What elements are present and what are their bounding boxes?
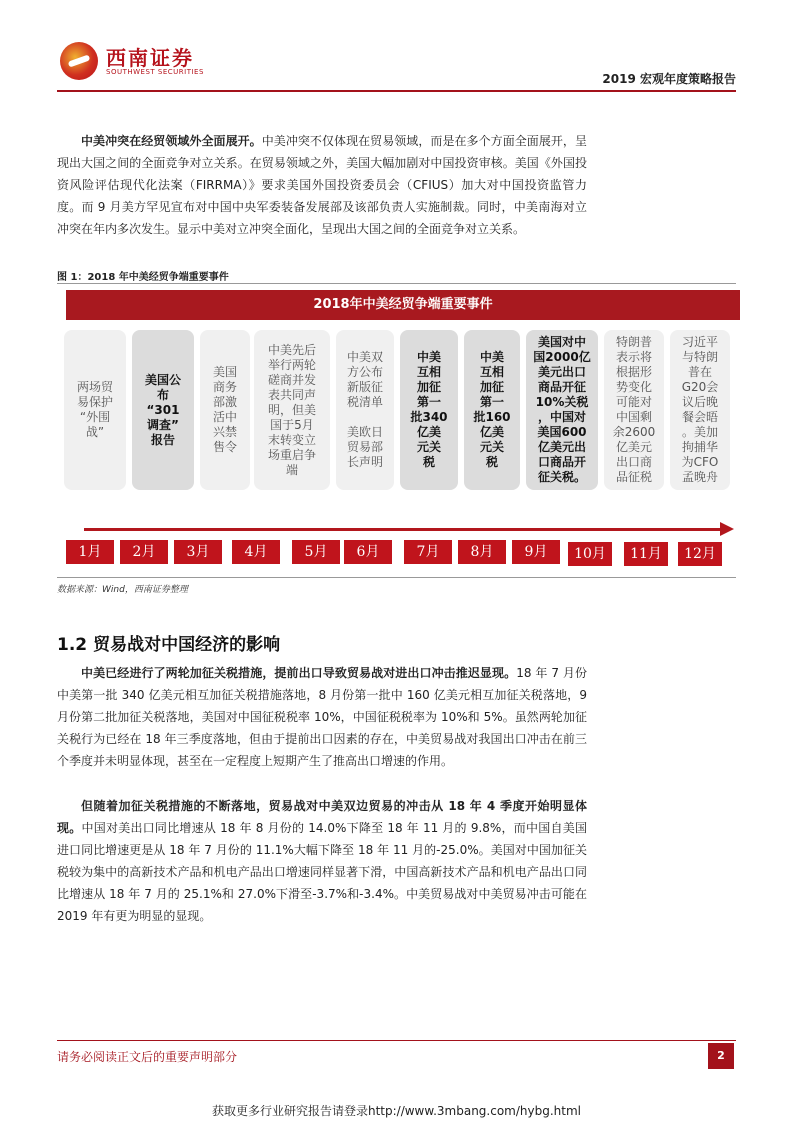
- month-label: 9月: [512, 540, 560, 564]
- event-card-line: 加征: [416, 380, 441, 394]
- month-label: 8月: [458, 540, 506, 564]
- month-label: 2月: [120, 540, 168, 564]
- paragraph-tariffs: [57, 662, 587, 772]
- event-card-line: 习近平: [681, 335, 718, 349]
- figure-source: 数据来源：Wind，西南证券整理: [57, 585, 188, 595]
- month-label: 11月: [624, 542, 668, 566]
- event-card-line: 国于5月: [270, 417, 314, 432]
- arrow-right-icon: [720, 522, 734, 536]
- paragraph-conflict: [57, 130, 587, 240]
- event-card-line: 餐会晤: [681, 410, 718, 424]
- timeline-banner: 2018年中美经贸争端重要事件: [66, 290, 740, 320]
- event-card-line: 可能对: [615, 395, 652, 409]
- event-card-line: 新版征: [346, 380, 383, 394]
- event-card-line: 孟晚舟: [681, 470, 718, 484]
- event-card-line: 根据形: [615, 365, 652, 379]
- timeline-axis: [84, 528, 724, 531]
- section-title: 贸易战对中国经济的影响: [93, 635, 281, 655]
- event-card-line: 出口商: [615, 455, 652, 469]
- header-divider: [57, 90, 736, 92]
- event-card-line: 中国剩: [615, 410, 652, 424]
- event-card-line: 中美: [416, 350, 441, 364]
- paragraph-lead: 中美冲突在经贸领域外全面展开。: [81, 134, 262, 148]
- event-card-line: 美国对中: [537, 335, 586, 349]
- event-card-line: 税: [485, 455, 498, 469]
- event-card-line: 品征税: [615, 470, 652, 484]
- company-logo: [60, 40, 260, 86]
- event-card-line: 批160: [473, 410, 511, 424]
- event-card-line: 活中: [212, 410, 237, 424]
- event-card-line: 普在: [687, 365, 712, 379]
- event-card-line: 亿美元出: [537, 440, 586, 454]
- report-title: 2019 宏观年度策略报告: [602, 72, 736, 86]
- event-card-line: G20会: [681, 380, 719, 394]
- event-card-line: 端: [285, 462, 298, 477]
- event-card-line: 余2600: [612, 425, 656, 439]
- event-card-line: 第一: [416, 395, 441, 409]
- event-card-line: 中美: [479, 350, 504, 364]
- event-card-5: [336, 330, 394, 490]
- event-card-line: 报告: [150, 432, 175, 447]
- paragraph-lead: 中美已经进行了两轮加征关税措施，提前出口导致贸易战对进出口冲击推迟显现。: [81, 666, 517, 680]
- event-card-line: 末转变立: [267, 432, 316, 447]
- figure-caption: 图 1：2018 年中美经贸争端重要事件: [57, 272, 229, 283]
- section-number: 1.2: [57, 635, 88, 655]
- paragraph-impact: [57, 795, 587, 927]
- event-card-line: 亿美: [416, 425, 441, 439]
- event-card-line: [347, 410, 383, 425]
- event-card-line: 举行两轮: [267, 357, 316, 372]
- figure-top-divider: [57, 283, 736, 284]
- event-card-6: [400, 330, 458, 490]
- event-card-line: 议后晚: [681, 395, 718, 409]
- event-card-line: 中美先后: [267, 342, 316, 357]
- event-card-line: 征关税。: [537, 470, 586, 484]
- event-card-line: 为CFO: [681, 455, 719, 469]
- event-card-line: 美欧日: [346, 425, 383, 439]
- event-card-line: 场重启争: [267, 447, 316, 462]
- month-label: 4月: [232, 540, 280, 564]
- event-card-line: 税: [422, 455, 435, 469]
- event-card-line: 部激: [212, 395, 237, 409]
- event-card-line: “外围: [79, 410, 111, 424]
- event-card-line: 易保护: [76, 395, 113, 409]
- promo-link-text[interactable]: 获取更多行业研究报告请登录http://www.3mbang.com/hybg.html: [211, 1104, 581, 1118]
- event-card-line: 方公布: [346, 365, 383, 379]
- event-card-line: 亿美元: [615, 440, 652, 454]
- event-card-line: 批340: [410, 410, 448, 424]
- disclaimer-notice: 请务必阅读正文后的重要声明部分: [57, 1050, 238, 1064]
- event-card-line: 税清单: [346, 395, 383, 409]
- event-card-line: 美国公: [144, 372, 181, 387]
- footer-divider: [57, 1040, 736, 1041]
- event-card-line: 战”: [85, 425, 105, 439]
- event-card-line: 贸易部: [346, 440, 383, 454]
- event-card-line: 表共同声: [267, 387, 316, 402]
- event-card-line: 调查”: [147, 417, 179, 432]
- paragraph-lead: 但随着加征关税措施的不断落地，贸易战对中美双边贸易的冲击从 18 年 4 季度开始明显体现。: [57, 799, 587, 835]
- event-card-line: 磋商并发: [267, 372, 316, 387]
- event-card-line: 商务: [212, 380, 237, 394]
- event-card-line: “301: [146, 402, 180, 417]
- month-label: 1月: [66, 540, 114, 564]
- figure-bottom-divider: [57, 577, 736, 578]
- month-label: 12月: [678, 542, 722, 566]
- month-label: 6月: [344, 540, 392, 564]
- event-card-9: [604, 330, 664, 490]
- event-card-line: 加征: [479, 380, 504, 394]
- event-card-10: [670, 330, 730, 490]
- page-number: 2: [708, 1043, 734, 1069]
- event-card-line: 两场贸: [76, 380, 113, 394]
- event-card-7: [464, 330, 520, 490]
- event-card-4: [254, 330, 330, 490]
- month-label: 5月: [292, 540, 340, 564]
- paragraph-body: 中国对美出口同比增速从 18 年 8 月份的 14.0%下降至 18 年 11 月的 9.8%，而中国自美国进口同比增速更是从 18 年 7 月份的 11.1%大幅下降至 18 年 11 月的-25.0%。美国对中国加征关税较为集中的高新技术产品和机电产品出口增速同样显著下滑，中国高新技术产品和机电产品出口同比增速从 18 年 7 月的 25.1%和 27.0%下滑至-3.7%和-3.4%。中美贸易战对中美贸易冲击可能在 2019 年有更为明显的显现。: [57, 821, 587, 923]
- logo-name-cn: 西南证券: [106, 46, 194, 70]
- month-label: 7月: [404, 540, 452, 564]
- event-card-line: 美元出口: [537, 365, 586, 379]
- event-card-2: [132, 330, 194, 490]
- event-card-line: 美国600: [537, 425, 587, 439]
- event-card-line: 布: [156, 387, 169, 402]
- event-card-line: 互相: [416, 365, 441, 379]
- event-card-8: [526, 330, 598, 490]
- event-card-line: 售令: [212, 440, 237, 454]
- event-card-line: 商品开征: [537, 380, 586, 394]
- month-label: 10月: [568, 542, 612, 566]
- section-heading: [57, 630, 280, 655]
- event-card-line: 中美双: [346, 350, 383, 364]
- event-card-line: 第一: [479, 395, 504, 409]
- event-card-line: 表示将: [615, 350, 652, 364]
- event-card-line: 10%关税: [535, 395, 589, 409]
- event-card-3: [200, 330, 250, 490]
- event-card-line: 长声明: [346, 455, 383, 469]
- event-card-line: 元关: [479, 440, 504, 454]
- event-card-line: 。美加: [681, 425, 718, 439]
- event-card-line: 美国: [212, 365, 237, 379]
- event-card-line: 特朗普: [615, 335, 652, 349]
- event-card-line: 兴禁: [212, 425, 237, 439]
- event-card-line: 势变化: [615, 380, 652, 394]
- month-label: 3月: [174, 540, 222, 564]
- logo-emblem-icon: [60, 42, 98, 80]
- event-card-line: 国2000亿: [533, 350, 591, 364]
- paragraph-body: 中美冲突不仅体现在贸易领域，而是在多个方面全面展开，呈现出大国之间的全面竞争对立关系。在贸易领域之外，美国大幅加剧对中国投资审核。美国《外国投资风险评估现代化法案（FIRRMA）》要求美国外国投资委员会（CFIUS）加大对中国投资监管力度。而 9 月美方罕见宣布对中国中央军委装备发展部及该部负责人实施制裁。同时，中美南海对立冲突在年内多次发生。显示中美对立冲突全面化，呈现出大国之间的全面竞争对立关系。: [57, 134, 587, 236]
- event-card-line: 亿美: [479, 425, 504, 439]
- event-card-line: 明，但美: [267, 402, 316, 417]
- event-card-line: 互相: [479, 365, 504, 379]
- event-card-line: ，中国对: [537, 410, 586, 424]
- event-card-line: 口商品开: [537, 455, 586, 469]
- paragraph-body: 18 年 7 月份中美第一批 340 亿美元相互加征关税措施落地，8 月份第一批中 160 亿美元相互加征关税落地，9 月份第二批加征关税落地，美国对中国征税税率 10%，中国征税税率为 10%和 5%。虽然两轮加征关税行为已经在 18 年三季度落地，但由于提前出口因素的存在，中美贸易战对我国出口冲击在前三个季度并未明显体现，甚至在一定程度上短期产生了推高出口增速的作用。: [57, 666, 587, 768]
- event-card-line: 拘捕华: [681, 440, 718, 454]
- logo-name-en: SOUTHWEST SECURITIES: [106, 68, 204, 76]
- event-card-line: 元关: [416, 440, 441, 454]
- event-card-line: 与特朗: [681, 350, 718, 364]
- event-card-1: [64, 330, 126, 490]
